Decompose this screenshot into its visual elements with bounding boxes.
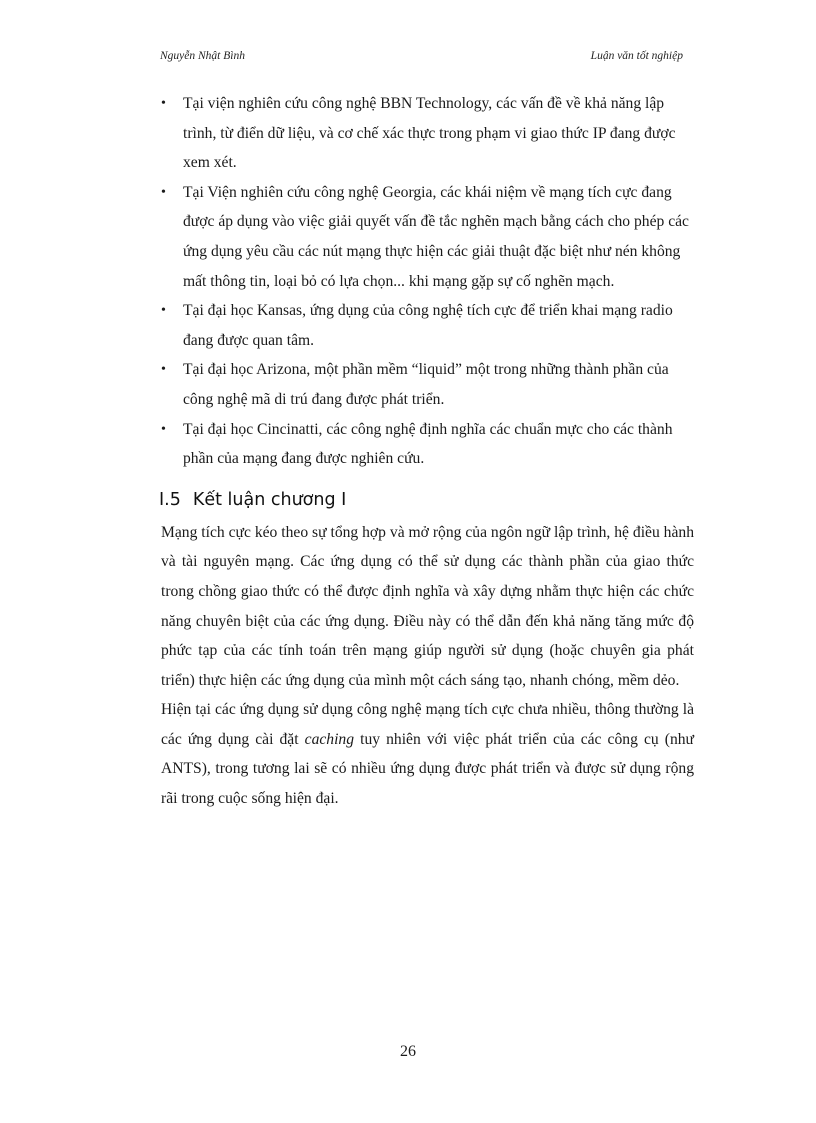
list-item bbox=[161, 355, 694, 414]
section-number: I.5 bbox=[159, 489, 181, 510]
page-number: 26 bbox=[400, 1043, 416, 1060]
emphasized-term: caching bbox=[304, 730, 355, 748]
conclusion-paragraph-2 bbox=[161, 695, 694, 813]
bullet-icon: • bbox=[161, 421, 166, 437]
header-author: Nguyễn Nhật Bình bbox=[160, 50, 245, 62]
page-content bbox=[161, 89, 694, 814]
header-document-type: Luận văn tốt nghiệp bbox=[590, 50, 683, 62]
list-item-text: Tại đại học Arizona, một phần mềm “liquid” một trong những thành phần của công nghệ mã di trú đang được phát triển. bbox=[183, 361, 669, 408]
bullet-icon: • bbox=[161, 184, 166, 200]
list-item-text: Tại đại học Kansas, ứng dụng của công nghệ tích cực để triển khai mạng radio đang được quan tâm. bbox=[183, 302, 673, 349]
bullet-icon: • bbox=[161, 362, 166, 378]
list-item-text: Tại viện nghiên cứu công nghệ BBN Technology, các vấn đề về khả năng lập trình, từ điển dữ liệu, và cơ chế xác thực trong phạm vi giao thức IP đang được xem xét. bbox=[183, 95, 676, 172]
section-heading bbox=[159, 486, 694, 514]
list-item bbox=[161, 89, 694, 178]
bullet-icon: • bbox=[161, 96, 166, 111]
paragraph-text-before: Hiện tại các ứng dụng sử dụng công nghệ mạng tích cực chưa nhiều, thông thường là các ứng dụng cài đặt bbox=[161, 701, 694, 748]
section-title: Kết luận chương I bbox=[192, 489, 347, 510]
list-item-text: Tại Viện nghiên cứu công nghệ Georgia, các khái niệm về mạng tích cực đang được áp dụng vào việc giải quyết vấn đề tắc nghẽn mạch bằng cách cho phép các ứng dụng yêu cầu các nút mạng thực hiện các giải thuật đặc biệt như nén không mất thông tin, loại bỏ có lựa chọn... khi mạng gặp sự cố nghẽn mạch. bbox=[183, 183, 689, 290]
list-item bbox=[161, 415, 694, 474]
list-item bbox=[161, 296, 694, 355]
paragraph-text-after: tuy nhiên với việc phát triển của các công cụ (như ANTS), trong tương lai sẽ có nhiều ứng dụng được phát triển và được sử dụng rộng rãi trong cuộc sống hiện đại. bbox=[161, 730, 694, 808]
bullet-icon: • bbox=[161, 303, 166, 319]
list-item bbox=[161, 178, 694, 296]
institution-bullet-list bbox=[161, 89, 694, 474]
list-item-text: Tại đại học Cincinatti, các công nghệ định nghĩa các chuẩn mực cho các thành phần của mạng đang được nghiên cứu. bbox=[183, 420, 673, 468]
conclusion-paragraph-1: Mạng tích cực kéo theo sự tổng hợp và mở rộng của ngôn ngữ lập trình, hệ điều hành và tài nguyên mạng. Các ứng dụng có thể sử dụng các thành phần của giao thức trong chồng giao thức có thể được định nghĩa và xây dựng nhằm thực hiện các chức năng chuyên biệt của các ứng dụng. Điều này có thể dẫn đến khả năng tăng mức độ phức tạp của các tính toán trên mạng giúp người sử dụng (hoặc chuyên gia phát triển) thực hiện các ứng dụng của mình một cách sáng tạo, nhanh chóng, mềm dẻo. bbox=[161, 523, 694, 689]
